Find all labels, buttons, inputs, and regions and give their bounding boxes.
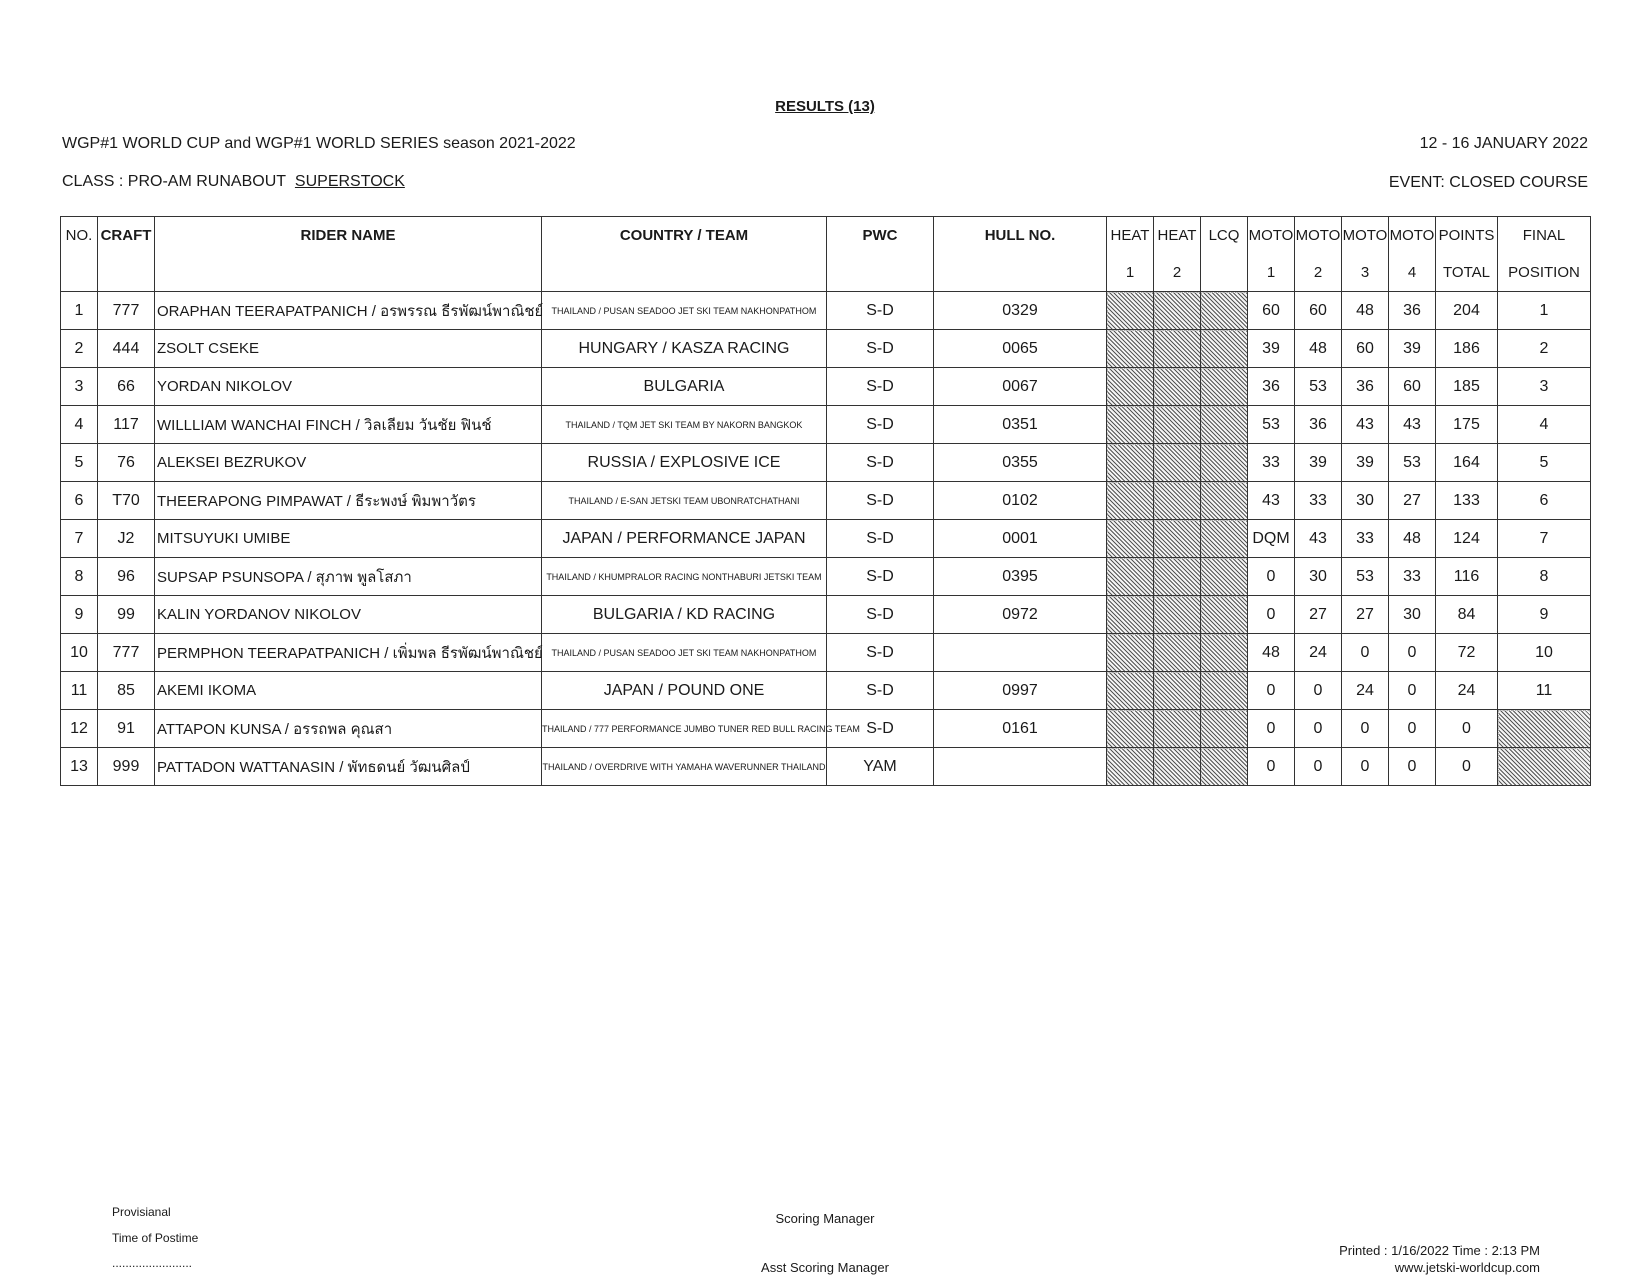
- cell-heat1: [1107, 596, 1154, 634]
- cell-moto2: 43: [1295, 520, 1342, 558]
- cell-points-total: 204: [1436, 292, 1498, 330]
- col-team: COUNTRY / TEAM: [542, 217, 827, 255]
- cell-moto4: 43: [1389, 406, 1436, 444]
- cell-lcq: [1201, 748, 1248, 786]
- cell-craft: 96: [98, 558, 155, 596]
- cell-lcq: [1201, 520, 1248, 558]
- cell-craft: 66: [98, 368, 155, 406]
- cell-heat1: [1107, 672, 1154, 710]
- cell-team: THAILAND / PUSAN SEADOO JET SKI TEAM NAKHONPATHOM: [542, 292, 827, 330]
- cell-rider: ATTAPON KUNSA / อรรถพล คุณสา: [155, 710, 542, 748]
- cell-moto2: 39: [1295, 444, 1342, 482]
- cell-team: THAILAND / 777 PERFORMANCE JUMBO TUNER RED BULL RACING TEAM: [542, 710, 827, 748]
- cell-points-total: 0: [1436, 710, 1498, 748]
- results-table: [60, 216, 1591, 786]
- col-heat2: HEAT: [1154, 217, 1201, 255]
- col-heat1-num: 1: [1107, 254, 1154, 292]
- cell-moto1: 43: [1248, 482, 1295, 520]
- cell-points-total: 0: [1436, 748, 1498, 786]
- cell-heat2: [1154, 748, 1201, 786]
- col-craft: CRAFT: [98, 217, 155, 255]
- cell-moto1: 0: [1248, 710, 1295, 748]
- col-moto2: MOTO: [1295, 217, 1342, 255]
- col-lcq: LCQ: [1201, 217, 1248, 255]
- cell-pwc: S-D: [827, 520, 934, 558]
- cell-rider: PERMPHON TEERAPATPANICH / เพิ่มพล ธีรพัฒน์พาณิชย์: [155, 634, 542, 672]
- cell-team: RUSSIA / EXPLOSIVE ICE: [542, 444, 827, 482]
- cell-heat2: [1154, 292, 1201, 330]
- cell-moto4: 0: [1389, 634, 1436, 672]
- cell-moto4: 0: [1389, 672, 1436, 710]
- cell-moto4: 0: [1389, 748, 1436, 786]
- cell-lcq: [1201, 710, 1248, 748]
- cell-heat2: [1154, 672, 1201, 710]
- cell-hull: 0351: [934, 406, 1107, 444]
- col-no: NO.: [61, 217, 98, 255]
- cell-pwc: S-D: [827, 482, 934, 520]
- cell-moto1: DQM: [1248, 520, 1295, 558]
- cell-lcq: [1201, 406, 1248, 444]
- cell-moto3: 39: [1342, 444, 1389, 482]
- cell-heat2: [1154, 368, 1201, 406]
- cell-pwc: S-D: [827, 330, 934, 368]
- asst-scoring-manager-label: Asst Scoring Manager: [761, 1260, 889, 1275]
- table-row: [61, 710, 1591, 748]
- cell-heat1: [1107, 330, 1154, 368]
- cell-craft: 99: [98, 596, 155, 634]
- cell-final-position: 2: [1498, 330, 1591, 368]
- header-row-2: [61, 254, 1591, 292]
- cell-team: THAILAND / OVERDRIVE WITH YAMAHA WAVERUNNER THAILAND: [542, 748, 827, 786]
- cell-hull: 0065: [934, 330, 1107, 368]
- class-line: [62, 173, 405, 191]
- cell-heat2: [1154, 444, 1201, 482]
- cell-heat2: [1154, 330, 1201, 368]
- col-rider: RIDER NAME: [155, 217, 542, 255]
- cell-no: 3: [61, 368, 98, 406]
- cell-lcq: [1201, 482, 1248, 520]
- cell-heat1: [1107, 748, 1154, 786]
- cell-hull: 0161: [934, 710, 1107, 748]
- cell-moto3: 27: [1342, 596, 1389, 634]
- col-moto3: MOTO: [1342, 217, 1389, 255]
- col-points: POINTS: [1436, 217, 1498, 255]
- cell-rider: SUPSAP PSUNSOPA / สุภาพ พูลโสภา: [155, 558, 542, 596]
- cell-moto2: 0: [1295, 672, 1342, 710]
- cell-hull: 0997: [934, 672, 1107, 710]
- cell-lcq: [1201, 368, 1248, 406]
- cell-rider: WILLLIAM WANCHAI FINCH / วิลเลียม วันชัย ฟินช์: [155, 406, 542, 444]
- cell-craft: 117: [98, 406, 155, 444]
- cell-moto2: 30: [1295, 558, 1342, 596]
- cell-heat2: [1154, 710, 1201, 748]
- cell-pwc: S-D: [827, 444, 934, 482]
- table-row: [61, 406, 1591, 444]
- cell-moto1: 0: [1248, 748, 1295, 786]
- cell-heat1: [1107, 368, 1154, 406]
- cell-final-position: 8: [1498, 558, 1591, 596]
- cell-hull: 0102: [934, 482, 1107, 520]
- cell-team: THAILAND / PUSAN SEADOO JET SKI TEAM NAKHONPATHOM: [542, 634, 827, 672]
- cell-team: JAPAN / PERFORMANCE JAPAN: [542, 520, 827, 558]
- cell-craft: 777: [98, 292, 155, 330]
- cell-moto3: 0: [1342, 634, 1389, 672]
- cell-moto4: 48: [1389, 520, 1436, 558]
- class-label: CLASS : PRO-AM RUNABOUT: [62, 173, 287, 190]
- cell-moto1: 53: [1248, 406, 1295, 444]
- cell-no: 10: [61, 634, 98, 672]
- cell-moto3: 48: [1342, 292, 1389, 330]
- cell-moto3: 33: [1342, 520, 1389, 558]
- cell-moto2: 60: [1295, 292, 1342, 330]
- cell-final-position: 1: [1498, 292, 1591, 330]
- table-row: [61, 748, 1591, 786]
- cell-no: 5: [61, 444, 98, 482]
- cell-rider: THEERAPONG PIMPAWAT / ธีระพงษ์ พิมพาวัตร: [155, 482, 542, 520]
- cell-heat2: [1154, 634, 1201, 672]
- cell-points-total: 164: [1436, 444, 1498, 482]
- header-row-1: [61, 217, 1591, 255]
- cell-team: BULGARIA: [542, 368, 827, 406]
- table-row: [61, 672, 1591, 710]
- cell-moto1: 39: [1248, 330, 1295, 368]
- cell-no: 8: [61, 558, 98, 596]
- cell-pwc: S-D: [827, 596, 934, 634]
- cell-craft: 444: [98, 330, 155, 368]
- cell-no: 6: [61, 482, 98, 520]
- cell-moto3: 36: [1342, 368, 1389, 406]
- cell-pwc: S-D: [827, 406, 934, 444]
- cell-hull: 0395: [934, 558, 1107, 596]
- cell-rider: ORAPHAN TEERAPATPANICH / อรพรรณ ธีรพัฒน์พาณิชย์: [155, 292, 542, 330]
- cell-moto3: 24: [1342, 672, 1389, 710]
- cell-moto3: 0: [1342, 710, 1389, 748]
- cell-pwc: S-D: [827, 710, 934, 748]
- cell-craft: J2: [98, 520, 155, 558]
- cell-hull: 0355: [934, 444, 1107, 482]
- cell-pwc: YAM: [827, 748, 934, 786]
- results-title: RESULTS (13): [775, 98, 875, 115]
- cell-heat1: [1107, 710, 1154, 748]
- cell-no: 11: [61, 672, 98, 710]
- cell-points-total: 186: [1436, 330, 1498, 368]
- cell-team: BULGARIA / KD RACING: [542, 596, 827, 634]
- cell-heat2: [1154, 482, 1201, 520]
- cell-moto4: 53: [1389, 444, 1436, 482]
- table-row: [61, 634, 1591, 672]
- cell-heat1: [1107, 444, 1154, 482]
- cell-lcq: [1201, 558, 1248, 596]
- col-heat2-num: 2: [1154, 254, 1201, 292]
- cell-rider: PATTADON WATTANASIN / พัทธดนย์ วัฒนศิลป์: [155, 748, 542, 786]
- series-name: WGP#1 WORLD CUP and WGP#1 WORLD SERIES season 2021-2022: [62, 135, 576, 152]
- cell-hull: 0001: [934, 520, 1107, 558]
- cell-rider: ZSOLT CSEKE: [155, 330, 542, 368]
- cell-moto3: 43: [1342, 406, 1389, 444]
- table-row: [61, 330, 1591, 368]
- provisional-label: Provisianal: [112, 1205, 171, 1219]
- cell-moto2: 24: [1295, 634, 1342, 672]
- col-points-total: TOTAL: [1436, 254, 1498, 292]
- col-moto4-num: 4: [1389, 254, 1436, 292]
- col-pwc: PWC: [827, 217, 934, 255]
- cell-heat2: [1154, 406, 1201, 444]
- printed-timestamp: Printed : 1/16/2022 Time : 2:13 PM: [1339, 1243, 1540, 1258]
- cell-rider: AKEMI IKOMA: [155, 672, 542, 710]
- cell-pwc: S-D: [827, 558, 934, 596]
- cell-moto1: 0: [1248, 672, 1295, 710]
- cell-craft: 91: [98, 710, 155, 748]
- cell-moto3: 30: [1342, 482, 1389, 520]
- cell-craft: 85: [98, 672, 155, 710]
- cell-final-position: 11: [1498, 672, 1591, 710]
- cell-craft: 999: [98, 748, 155, 786]
- table-row: [61, 292, 1591, 330]
- cell-pwc: S-D: [827, 368, 934, 406]
- website: www.jetski-worldcup.com: [1394, 1260, 1540, 1275]
- cell-moto4: 27: [1389, 482, 1436, 520]
- cell-team: THAILAND / KHUMPRALOR RACING NONTHABURI JETSKI TEAM: [542, 558, 827, 596]
- col-moto3-num: 3: [1342, 254, 1389, 292]
- cell-final-position: 5: [1498, 444, 1591, 482]
- cell-heat1: [1107, 520, 1154, 558]
- cell-moto2: 0: [1295, 748, 1342, 786]
- cell-rider: ALEKSEI BEZRUKOV: [155, 444, 542, 482]
- cell-moto4: 0: [1389, 710, 1436, 748]
- cell-moto1: 48: [1248, 634, 1295, 672]
- col-heat1: HEAT: [1107, 217, 1154, 255]
- table-row: [61, 596, 1591, 634]
- time-of-postime-label: Time of Postime: [112, 1231, 199, 1245]
- cell-points-total: 133: [1436, 482, 1498, 520]
- cell-lcq: [1201, 330, 1248, 368]
- col-moto1: MOTO: [1248, 217, 1295, 255]
- cell-final-position: 6: [1498, 482, 1591, 520]
- cell-moto1: 36: [1248, 368, 1295, 406]
- cell-moto3: 0: [1342, 748, 1389, 786]
- cell-final-position: 9: [1498, 596, 1591, 634]
- cell-team: JAPAN / POUND ONE: [542, 672, 827, 710]
- cell-points-total: 84: [1436, 596, 1498, 634]
- cell-team: HUNGARY / KASZA RACING: [542, 330, 827, 368]
- cell-team: THAILAND / E-SAN JETSKI TEAM UBONRATCHATHANI: [542, 482, 827, 520]
- cell-points-total: 124: [1436, 520, 1498, 558]
- cell-moto1: 0: [1248, 596, 1295, 634]
- cell-no: 13: [61, 748, 98, 786]
- cell-moto1: 0: [1248, 558, 1295, 596]
- cell-no: 1: [61, 292, 98, 330]
- table-row: [61, 444, 1591, 482]
- cell-moto2: 53: [1295, 368, 1342, 406]
- cell-points-total: 175: [1436, 406, 1498, 444]
- col-moto2-num: 2: [1295, 254, 1342, 292]
- cell-points-total: 116: [1436, 558, 1498, 596]
- cell-points-total: 72: [1436, 634, 1498, 672]
- col-final: FINAL: [1498, 217, 1591, 255]
- cell-moto2: 36: [1295, 406, 1342, 444]
- cell-moto2: 0: [1295, 710, 1342, 748]
- cell-no: 9: [61, 596, 98, 634]
- event-dates: 12 - 16 JANUARY 2022: [1419, 135, 1588, 152]
- cell-final-position: 4: [1498, 406, 1591, 444]
- cell-moto2: 33: [1295, 482, 1342, 520]
- class-name: SUPERSTOCK: [294, 173, 405, 190]
- col-final-position: POSITION: [1498, 254, 1591, 292]
- cell-moto2: 48: [1295, 330, 1342, 368]
- cell-hull: [934, 634, 1107, 672]
- cell-craft: T70: [98, 482, 155, 520]
- cell-lcq: [1201, 292, 1248, 330]
- cell-final-position: [1498, 710, 1591, 748]
- cell-heat1: [1107, 558, 1154, 596]
- cell-final-position: 3: [1498, 368, 1591, 406]
- cell-pwc: S-D: [827, 634, 934, 672]
- cell-team: THAILAND / TQM JET SKI TEAM BY NAKORN BANGKOK: [542, 406, 827, 444]
- cell-lcq: [1201, 672, 1248, 710]
- cell-moto3: 60: [1342, 330, 1389, 368]
- col-hull: HULL NO.: [934, 217, 1107, 255]
- cell-craft: 777: [98, 634, 155, 672]
- cell-lcq: [1201, 596, 1248, 634]
- cell-heat2: [1154, 520, 1201, 558]
- table-row: [61, 368, 1591, 406]
- table-row: [61, 520, 1591, 558]
- table-row: [61, 558, 1591, 596]
- cell-hull: 0067: [934, 368, 1107, 406]
- cell-points-total: 24: [1436, 672, 1498, 710]
- cell-craft: 76: [98, 444, 155, 482]
- cell-final-position: 7: [1498, 520, 1591, 558]
- col-moto1-num: 1: [1248, 254, 1295, 292]
- cell-moto2: 27: [1295, 596, 1342, 634]
- col-moto4: MOTO: [1389, 217, 1436, 255]
- cell-rider: YORDAN NIKOLOV: [155, 368, 542, 406]
- cell-final-position: [1498, 748, 1591, 786]
- cell-lcq: [1201, 634, 1248, 672]
- cell-moto4: 36: [1389, 292, 1436, 330]
- cell-hull: [934, 748, 1107, 786]
- cell-pwc: S-D: [827, 292, 934, 330]
- cell-heat2: [1154, 558, 1201, 596]
- cell-heat2: [1154, 596, 1201, 634]
- cell-points-total: 185: [1436, 368, 1498, 406]
- cell-heat1: [1107, 292, 1154, 330]
- cell-lcq: [1201, 444, 1248, 482]
- cell-hull: 0329: [934, 292, 1107, 330]
- cell-moto4: 39: [1389, 330, 1436, 368]
- cell-rider: KALIN YORDANOV NIKOLOV: [155, 596, 542, 634]
- cell-heat1: [1107, 634, 1154, 672]
- cell-heat1: [1107, 406, 1154, 444]
- cell-no: 4: [61, 406, 98, 444]
- signature-dots: ........................: [112, 1256, 193, 1270]
- cell-heat1: [1107, 482, 1154, 520]
- cell-moto3: 53: [1342, 558, 1389, 596]
- cell-final-position: 10: [1498, 634, 1591, 672]
- cell-moto4: 30: [1389, 596, 1436, 634]
- table-row: [61, 482, 1591, 520]
- event-type: EVENT: CLOSED COURSE: [1388, 174, 1588, 191]
- cell-moto4: 60: [1389, 368, 1436, 406]
- cell-hull: 0972: [934, 596, 1107, 634]
- cell-no: 2: [61, 330, 98, 368]
- cell-pwc: S-D: [827, 672, 934, 710]
- cell-no: 7: [61, 520, 98, 558]
- cell-moto1: 60: [1248, 292, 1295, 330]
- scoring-manager-label: Scoring Manager: [775, 1211, 875, 1226]
- cell-no: 12: [61, 710, 98, 748]
- cell-moto1: 33: [1248, 444, 1295, 482]
- cell-rider: MITSUYUKI UMIBE: [155, 520, 542, 558]
- cell-moto4: 33: [1389, 558, 1436, 596]
